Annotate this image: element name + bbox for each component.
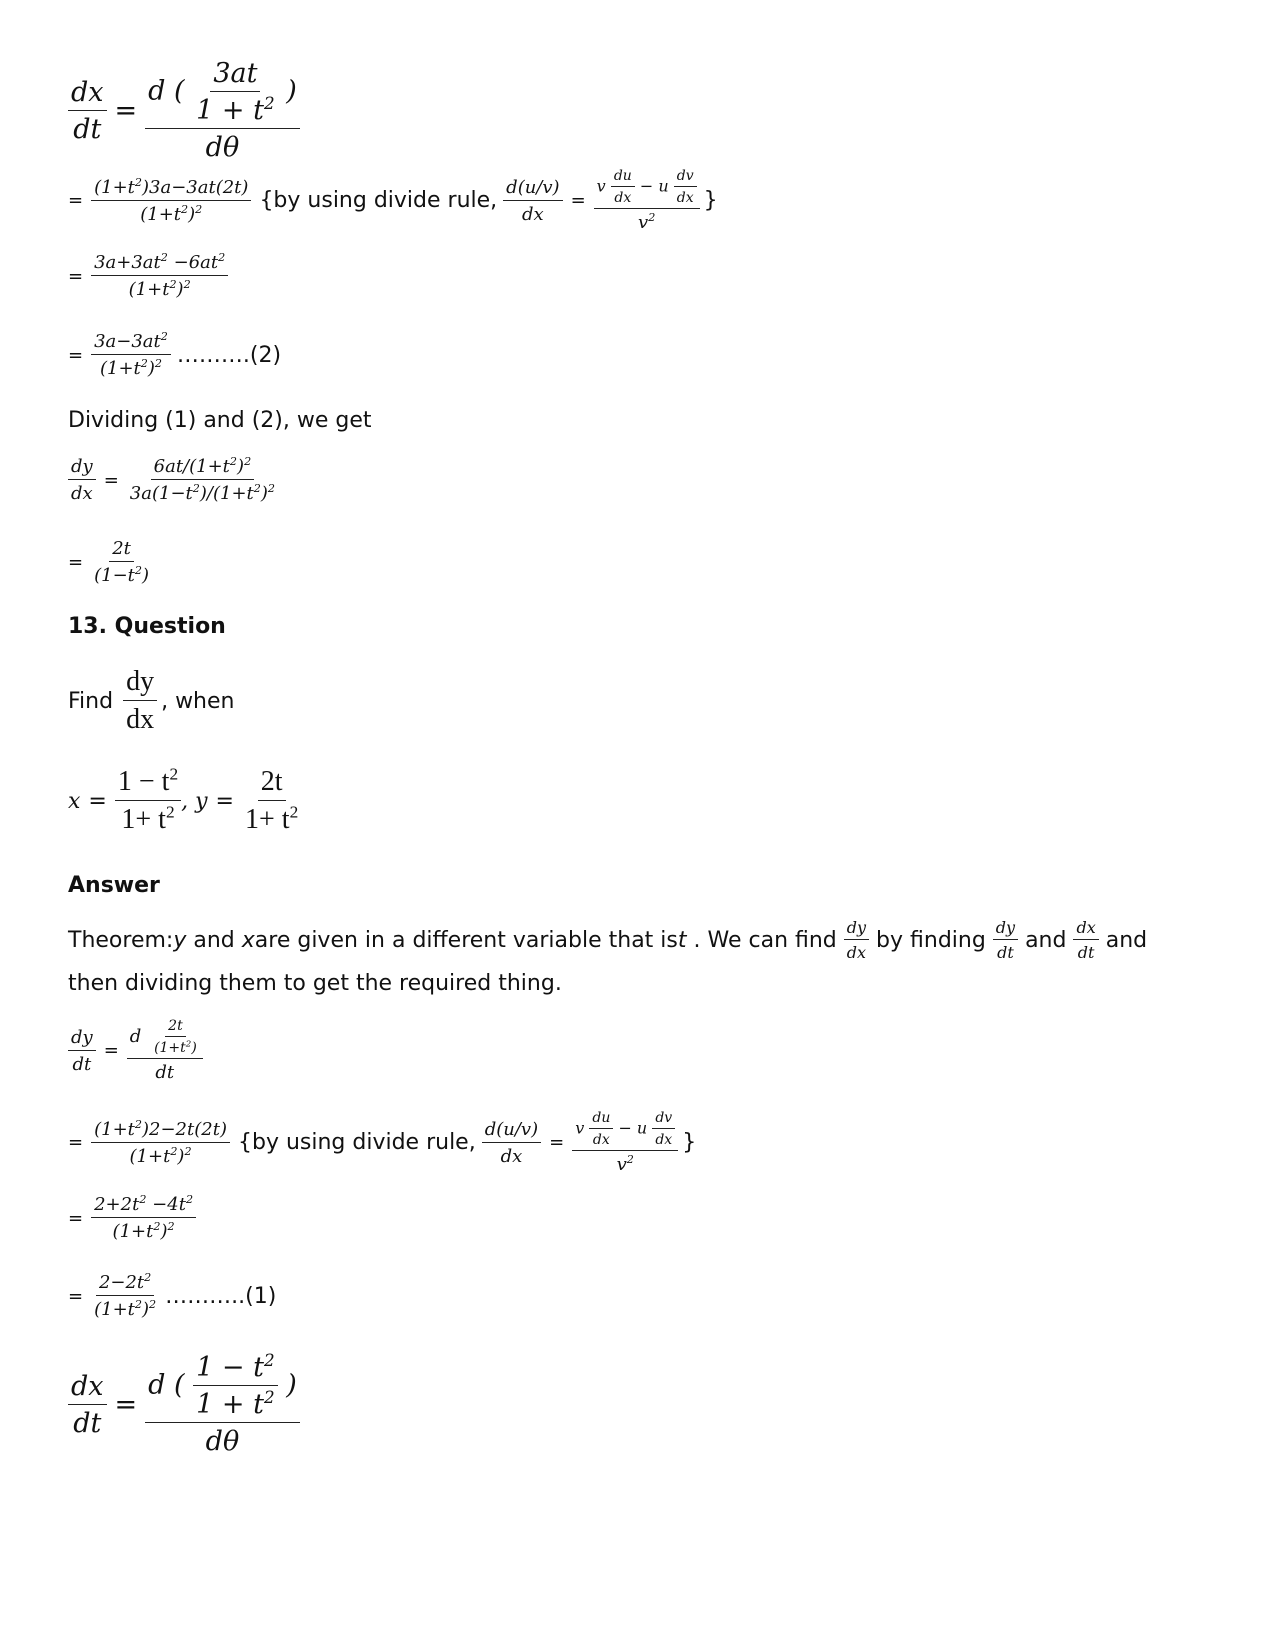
equation-label-2: ……….(2): [176, 342, 282, 368]
answer-expand: = $\frac{2+2t^2 -4t^2}{(1+t^2)^2}$: [68, 1194, 196, 1242]
divide-rule-rhs: v $\frac{du}{dx}$ − u $\frac{dv}{dx}$ $v^2$: [594, 168, 700, 233]
dydx-ratio: $\frac{dy}{dx}$ = $\frac{6at/(1+t^2)^2}{3a(1-t^2)/(1+t^2)^2}$: [68, 456, 278, 504]
question-dydx: $\frac{dy}{dx}$: [123, 666, 157, 736]
divide-rule-text: {by using divide rule,: [259, 188, 498, 213]
dividing-text: Dividing (1) and (2), we get: [68, 408, 372, 433]
step-expand: = $\frac{3a+3at^2 -6at^2}{(1+t^2)^2}$: [68, 252, 228, 300]
equation-label-1: ………..(1): [165, 1283, 277, 1309]
dxdt-definition: $\frac{dx}{dt}$ = d ( $\frac{3at}{1 + t^2}$ ) dθ: [68, 58, 300, 163]
step-quotient-rule: = $\frac{(1+t^2)3a-3at(2t)}{(1+t^2)^2}$ {by using divide rule, $\frac{d(u/v)}{dx}$ = v $\frac{du}{dx}$ − u $\frac{dv}{dx}$ $v^2$ }: [68, 168, 718, 233]
divide-rule-lhs: $\frac{d(u/v)}{dx}$: [503, 177, 562, 225]
dydt-definition: $\frac{dy}{dt}$ = d $\frac{2t}{(1+t^2)}$ dt: [68, 1018, 203, 1083]
theorem-line-2: then dividing them to get the required thing.: [68, 971, 562, 996]
theorem-line-1: Theorem: y and x are given in a different variable that is t . We can find $\frac{dy}{dx}$ by finding $\frac{dy}{dt}$ and $\frac{dx}{dt}$ and: [68, 918, 1148, 962]
y-fraction: $\frac{2t}{1+ t^2}$: [244, 766, 299, 835]
lhs-fraction: $\frac{dx}{dt}$: [68, 77, 107, 145]
answer-quotient-rule: = $\frac{(1+t^2)2-2t(2t)}{(1+t^2)^2}$ {by using divide rule, $\frac{d(u/v)}{dx}$ = v $\frac{du}{dx}$ − u $\frac{dv}{dx}$ $v^2$ }: [68, 1110, 697, 1175]
question-heading: 13. Question: [68, 614, 226, 639]
question-equations: x = $\frac{1 - t^2}{1+ t^2}$ , y = $\frac{2t}{1+ t^2}$: [68, 766, 301, 836]
answer-dxdt-definition: $\frac{dx}{dt}$ = d ( $\frac{1 - t^2}{1 + t^2}$ ) dθ: [68, 1352, 300, 1457]
answer-heading: Answer: [68, 873, 160, 898]
question-prompt: Find $\frac{dy}{dx}$ , when: [68, 666, 235, 735]
step-simplified-2: = $\frac{3a-3at^2}{(1+t^2)^2}$ ……….(2): [68, 330, 282, 379]
answer-simplified-1: = $\frac{2-2t^2}{(1+t^2)^2}$ ………..(1): [68, 1271, 277, 1320]
rhs-fraction: d ( $\frac{3at}{1 + t^2}$ ) dθ: [145, 58, 300, 163]
dydx-result: = $\frac{2t}{(1-t^2)}$: [68, 538, 150, 586]
x-fraction: $\frac{1 - t^2}{1+ t^2}$: [115, 766, 181, 836]
